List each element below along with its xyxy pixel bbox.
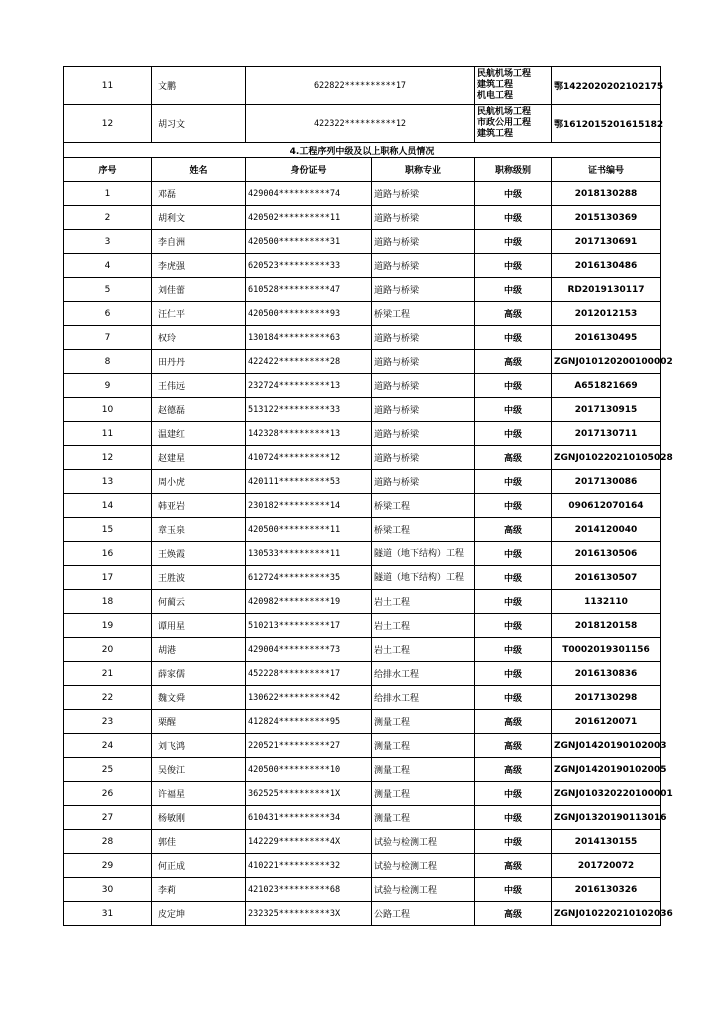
row-major: 道路与桥梁 [372, 350, 475, 374]
row-level: 中级 [475, 398, 552, 422]
row-cert: ZGNJ010220210105028 [552, 446, 661, 470]
table-row [64, 638, 661, 662]
table-row [64, 254, 661, 278]
row-id: 130533**********11 [246, 542, 372, 566]
row-index: 12 [64, 446, 152, 470]
table-row [64, 830, 661, 854]
row-major: 给排水工程 [372, 686, 475, 710]
row-name: 许福星 [152, 782, 246, 806]
row-id: 142328**********13 [246, 422, 372, 446]
row-name: 王胜波 [152, 566, 246, 590]
row-id: 510213**********17 [246, 614, 372, 638]
row-name: 邓磊 [152, 182, 246, 206]
table-row [64, 302, 661, 326]
row-cert: RD2019130117 [552, 278, 661, 302]
row-level: 高级 [475, 518, 552, 542]
table-row [64, 494, 661, 518]
section-title: 4.工程序列中级及以上职称人员情况 [64, 143, 661, 158]
row-major: 道路与桥梁 [372, 182, 475, 206]
table-row [64, 542, 661, 566]
row-id: 410724**********12 [246, 446, 372, 470]
row-index: 13 [64, 470, 152, 494]
table-row [64, 206, 661, 230]
row-id: 420111**********53 [246, 470, 372, 494]
row-level: 高级 [475, 710, 552, 734]
row-level: 中级 [475, 590, 552, 614]
row-level: 高级 [475, 854, 552, 878]
row-level: 中级 [475, 494, 552, 518]
row-cert: 090612070164 [552, 494, 661, 518]
row-index: 26 [64, 782, 152, 806]
row-index: 7 [64, 326, 152, 350]
row-level: 高级 [475, 302, 552, 326]
row-id: 610528**********47 [246, 278, 372, 302]
row-index: 2 [64, 206, 152, 230]
row-name: 胡利文 [152, 206, 246, 230]
row-cert: 2017130086 [552, 470, 661, 494]
row-level: 中级 [475, 662, 552, 686]
row-level: 中级 [475, 374, 552, 398]
row-name: 田丹丹 [152, 350, 246, 374]
row-name: 刘佳蕾 [152, 278, 246, 302]
row-major: 桥梁工程 [372, 302, 475, 326]
table-row [64, 902, 661, 926]
row-id: 612724**********35 [246, 566, 372, 590]
row-major: 测量工程 [372, 734, 475, 758]
row-name: 汪仁平 [152, 302, 246, 326]
table-row [64, 326, 661, 350]
row-id: 130622**********42 [246, 686, 372, 710]
header-major: 职称专业 [372, 158, 475, 182]
row-level: 中级 [475, 230, 552, 254]
row-name: 郭佳 [152, 830, 246, 854]
header-cert: 证书编号 [552, 158, 661, 182]
row-name: 胡港 [152, 638, 246, 662]
row-major: 测量工程 [372, 758, 475, 782]
row-name: 吴俊江 [152, 758, 246, 782]
row-id: 420500**********11 [246, 518, 372, 542]
row-index: 11 [64, 67, 152, 105]
row-id: 513122**********33 [246, 398, 372, 422]
table-row [64, 182, 661, 206]
row-id: 220521**********27 [246, 734, 372, 758]
row-id: 610431**********34 [246, 806, 372, 830]
row-cert: 2017130298 [552, 686, 661, 710]
header-id: 身份证号 [246, 158, 372, 182]
row-index: 10 [64, 398, 152, 422]
row-name: 何正成 [152, 854, 246, 878]
row-cert: ZGNJ01420190102003 [552, 734, 661, 758]
row-cert: T0002019301156 [552, 638, 661, 662]
header-name: 姓名 [152, 158, 246, 182]
row-id: 620523**********33 [246, 254, 372, 278]
table-row [64, 710, 661, 734]
row-level: 中级 [475, 422, 552, 446]
row-index: 8 [64, 350, 152, 374]
row-cert: 2016130506 [552, 542, 661, 566]
row-index: 19 [64, 614, 152, 638]
row-id: 429004**********73 [246, 638, 372, 662]
row-name: 王伟远 [152, 374, 246, 398]
table-row [64, 854, 661, 878]
row-cert: 2016130495 [552, 326, 661, 350]
row-index: 6 [64, 302, 152, 326]
row-index: 5 [64, 278, 152, 302]
row-name: 薛家儒 [152, 662, 246, 686]
row-name: 胡习文 [152, 105, 246, 143]
row-index: 31 [64, 902, 152, 926]
row-cert: ZGNJ010220210102036 [552, 902, 661, 926]
row-cert: ZGNJ010120200100002 [552, 350, 661, 374]
row-id: 412824**********95 [246, 710, 372, 734]
staff-table [63, 66, 673, 926]
row-id: 420500**********93 [246, 302, 372, 326]
top-row [64, 67, 661, 105]
row-level: 中级 [475, 782, 552, 806]
row-name: 权玲 [152, 326, 246, 350]
row-cert: 2016130507 [552, 566, 661, 590]
table-row [64, 398, 661, 422]
table-row [64, 446, 661, 470]
row-major: 试验与检测工程 [372, 854, 475, 878]
row-cert: 2014130155 [552, 830, 661, 854]
row-name: 韩亚岩 [152, 494, 246, 518]
row-index: 20 [64, 638, 152, 662]
row-index: 9 [64, 374, 152, 398]
row-cert: 鄂1612015201615182 [552, 105, 661, 143]
row-cert: 2014120040 [552, 518, 661, 542]
table-row [64, 686, 661, 710]
row-major: 测量工程 [372, 782, 475, 806]
row-index: 21 [64, 662, 152, 686]
row-level: 中级 [475, 326, 552, 350]
row-level: 中级 [475, 830, 552, 854]
row-major: 道路与桥梁 [372, 254, 475, 278]
row-id: 420500**********10 [246, 758, 372, 782]
row-cert: 201720072 [552, 854, 661, 878]
row-level: 中级 [475, 806, 552, 830]
row-cert: 2012012153 [552, 302, 661, 326]
row-name: 章玉泉 [152, 518, 246, 542]
table-row [64, 590, 661, 614]
row-index: 17 [64, 566, 152, 590]
table-row [64, 662, 661, 686]
row-major: 道路与桥梁 [372, 374, 475, 398]
row-index: 30 [64, 878, 152, 902]
row-id: 232724**********13 [246, 374, 372, 398]
row-major: 试验与检测工程 [372, 878, 475, 902]
row-cert: 1132110 [552, 590, 661, 614]
row-level: 中级 [475, 542, 552, 566]
row-index: 12 [64, 105, 152, 143]
row-index: 14 [64, 494, 152, 518]
row-cert: 2017130915 [552, 398, 661, 422]
row-name: 魏文舜 [152, 686, 246, 710]
row-major: 公路工程 [372, 902, 475, 926]
table-row [64, 734, 661, 758]
row-id: 429004**********74 [246, 182, 372, 206]
row-major: 桥梁工程 [372, 494, 475, 518]
row-name: 文鹏 [152, 67, 246, 105]
header-level: 职称级别 [475, 158, 552, 182]
row-majors: 民航机场工程 市政公用工程 建筑工程 [475, 105, 552, 143]
table-row [64, 782, 661, 806]
row-level: 中级 [475, 638, 552, 662]
row-level: 中级 [475, 566, 552, 590]
row-index: 23 [64, 710, 152, 734]
row-cert: 2017130711 [552, 422, 661, 446]
row-id: 410221**********32 [246, 854, 372, 878]
table-row [64, 758, 661, 782]
row-name: 谭用星 [152, 614, 246, 638]
row-major: 道路与桥梁 [372, 398, 475, 422]
row-cert: ZGNJ01320190113016 [552, 806, 661, 830]
header-index: 序号 [64, 158, 152, 182]
row-major: 道路与桥梁 [372, 446, 475, 470]
row-name: 李自洲 [152, 230, 246, 254]
row-level: 高级 [475, 902, 552, 926]
row-index: 11 [64, 422, 152, 446]
row-name: 温建红 [152, 422, 246, 446]
row-major: 桥梁工程 [372, 518, 475, 542]
row-index: 1 [64, 182, 152, 206]
table-row [64, 470, 661, 494]
row-name: 赵德磊 [152, 398, 246, 422]
row-name: 李莉 [152, 878, 246, 902]
row-index: 4 [64, 254, 152, 278]
row-id: 232325**********3X [246, 902, 372, 926]
row-index: 18 [64, 590, 152, 614]
row-level: 中级 [475, 878, 552, 902]
row-major: 测量工程 [372, 806, 475, 830]
row-cert: 2016130486 [552, 254, 661, 278]
row-cert: 2016130836 [552, 662, 661, 686]
top-row [64, 105, 661, 143]
table-row [64, 230, 661, 254]
row-major: 隧道（地下结构）工程 [372, 542, 475, 566]
row-index: 29 [64, 854, 152, 878]
row-major: 测量工程 [372, 710, 475, 734]
row-id: 452228**********17 [246, 662, 372, 686]
section-title-row [64, 143, 661, 158]
row-major: 隧道（地下结构）工程 [372, 566, 475, 590]
row-cert: 鄂1422020202102175 [552, 67, 661, 105]
row-major: 道路与桥梁 [372, 326, 475, 350]
row-index: 28 [64, 830, 152, 854]
table-row [64, 566, 661, 590]
row-major: 道路与桥梁 [372, 206, 475, 230]
table-row [64, 374, 661, 398]
row-id: 420982**********19 [246, 590, 372, 614]
row-index: 3 [64, 230, 152, 254]
row-major: 道路与桥梁 [372, 470, 475, 494]
table-row [64, 278, 661, 302]
table-row [64, 806, 661, 830]
row-id: 422322**********12 [246, 105, 475, 143]
row-cert: ZGNJ01420190102005 [552, 758, 661, 782]
row-index: 24 [64, 734, 152, 758]
table-row [64, 518, 661, 542]
row-name: 刘飞鸿 [152, 734, 246, 758]
row-name: 李虎强 [152, 254, 246, 278]
row-id: 422422**********28 [246, 350, 372, 374]
row-index: 22 [64, 686, 152, 710]
row-level: 中级 [475, 686, 552, 710]
row-major: 道路与桥梁 [372, 422, 475, 446]
row-id: 622822**********17 [246, 67, 475, 105]
row-cert: 2018120158 [552, 614, 661, 638]
row-level: 高级 [475, 758, 552, 782]
row-major: 岩土工程 [372, 590, 475, 614]
row-name: 何蔺云 [152, 590, 246, 614]
row-cert: 2015130369 [552, 206, 661, 230]
row-level: 高级 [475, 734, 552, 758]
row-level: 中级 [475, 206, 552, 230]
row-name: 皮定坤 [152, 902, 246, 926]
row-id: 142229**********4X [246, 830, 372, 854]
row-major: 岩土工程 [372, 614, 475, 638]
row-name: 栗醒 [152, 710, 246, 734]
row-level: 中级 [475, 278, 552, 302]
row-major: 试验与检测工程 [372, 830, 475, 854]
row-cert: 2016130326 [552, 878, 661, 902]
row-level: 中级 [475, 470, 552, 494]
row-cert: 2018130288 [552, 182, 661, 206]
row-name: 周小虎 [152, 470, 246, 494]
header-row [64, 158, 661, 182]
row-index: 16 [64, 542, 152, 566]
row-index: 15 [64, 518, 152, 542]
row-id: 362525**********1X [246, 782, 372, 806]
row-cert: A651821669 [552, 374, 661, 398]
table-row [64, 350, 661, 374]
row-name: 王焕霞 [152, 542, 246, 566]
row-id: 230182**********14 [246, 494, 372, 518]
row-index: 27 [64, 806, 152, 830]
row-level: 中级 [475, 182, 552, 206]
row-id: 420500**********31 [246, 230, 372, 254]
row-id: 130184**********63 [246, 326, 372, 350]
row-id: 420502**********11 [246, 206, 372, 230]
row-cert: ZGNJ010320220100001 [552, 782, 661, 806]
row-major: 给排水工程 [372, 662, 475, 686]
table-row [64, 614, 661, 638]
row-major: 岩土工程 [372, 638, 475, 662]
table-row [64, 422, 661, 446]
row-level: 中级 [475, 254, 552, 278]
row-cert: 2017130691 [552, 230, 661, 254]
row-level: 中级 [475, 614, 552, 638]
row-name: 杨敏刚 [152, 806, 246, 830]
row-major: 道路与桥梁 [372, 230, 475, 254]
table-row [64, 878, 661, 902]
row-level: 高级 [475, 446, 552, 470]
row-majors: 民航机场工程 建筑工程 机电工程 [475, 67, 552, 105]
row-level: 高级 [475, 350, 552, 374]
row-major: 道路与桥梁 [372, 278, 475, 302]
row-cert: 2016120071 [552, 710, 661, 734]
row-index: 25 [64, 758, 152, 782]
row-name: 赵建星 [152, 446, 246, 470]
row-id: 421023**********68 [246, 878, 372, 902]
